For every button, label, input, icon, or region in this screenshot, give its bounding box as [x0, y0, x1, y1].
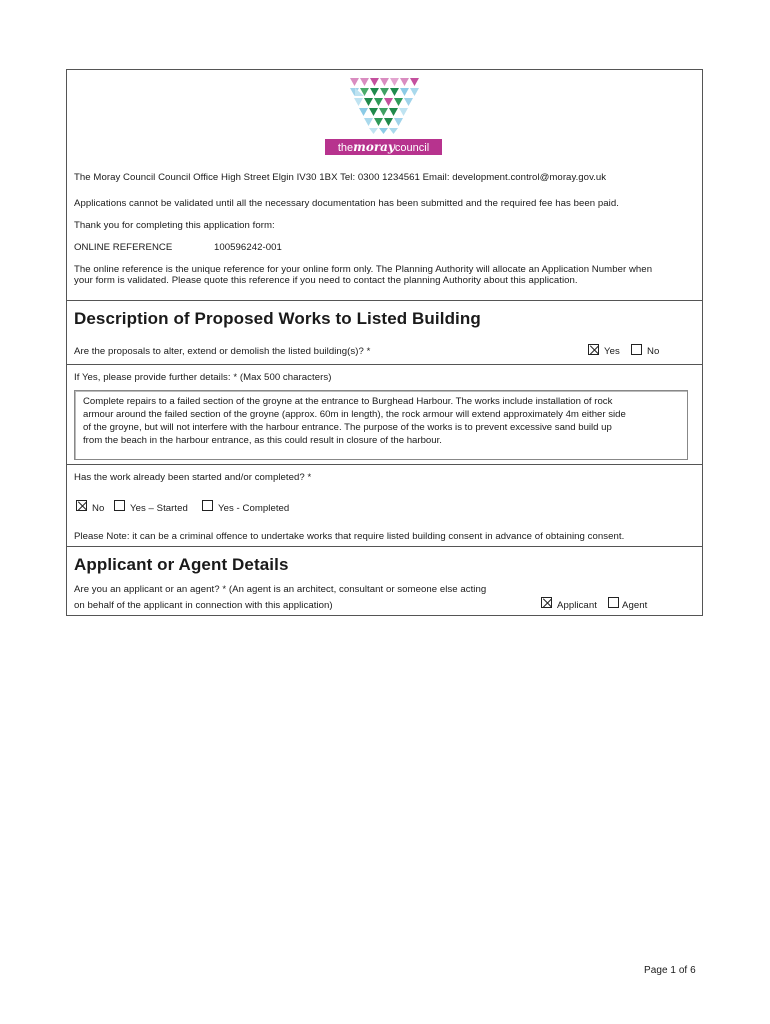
applicant-question-1: Are you an applicant or an agent? * (An agent is an architect, consultant or someone else acting — [74, 584, 487, 595]
logo-wordmark: themoraycouncil — [325, 139, 442, 155]
section-divider — [66, 300, 703, 301]
applicant-agent-heading: Applicant or Agent Details — [74, 555, 289, 574]
details-line: Complete repairs to a failed section of the groyne at the entrance to Burghead Harbour. The works include installation of rock — [83, 396, 613, 407]
agent-checkbox[interactable] — [608, 597, 619, 608]
validation-notice: Applications cannot be validated until all the necessary documentation has been submitted and the required fee has been paid. — [74, 198, 619, 209]
section-divider — [66, 546, 703, 547]
applicant-label: Applicant — [557, 600, 597, 611]
work-completed-checkbox[interactable] — [202, 500, 213, 511]
applicant-question-2: on behalf of the applicant in connection with this application) — [74, 600, 333, 611]
work-started-question: Has the work already been started and/or completed? * — [74, 472, 312, 483]
criminal-offence-note: Please Note: it can be a criminal offence to undertake works that require listed building consent in advance of obtaining consent. — [74, 531, 625, 542]
alter-no-checkbox[interactable] — [631, 344, 642, 355]
work-started-label: Yes – Started — [130, 503, 188, 514]
listed-building-heading: Description of Proposed Works to Listed Building — [74, 309, 481, 328]
applicant-checkbox[interactable] — [541, 597, 552, 608]
work-completed-label: Yes - Completed — [218, 503, 290, 514]
alter-yes-checkbox[interactable] — [588, 344, 599, 355]
reference-note-2: your form is validated. Please quote this reference if you need to contact the planning Authority about this application. — [74, 275, 578, 286]
online-reference-value: 100596242-001 — [214, 242, 282, 253]
alter-no-label: No — [647, 346, 660, 357]
alter-yes-label: Yes — [604, 346, 620, 357]
reference-note-1: The online reference is the unique reference for your online form only. The Planning Authority will allocate an Application Number when — [74, 264, 653, 275]
details-line: of the groyne, but will not interfere with the harbour entrance. The purpose of the works is to prevent excessive sand build up — [83, 422, 612, 433]
online-reference-label: ONLINE REFERENCE — [74, 242, 173, 253]
row-divider — [66, 364, 703, 365]
details-label: If Yes, please provide further details: * (Max 500 characters) — [74, 372, 332, 383]
contact-line: The Moray Council Council Office High Street Elgin IV30 1BX Tel: 0300 1234561 Email: development.control@moray.gov.uk — [74, 172, 607, 183]
alter-question: Are the proposals to alter, extend or demolish the listed building(s)? * — [74, 346, 371, 357]
details-line: armour around the failed section of the groyne (approx. 60m in length), the rock armour will extend approximately 4m either side — [83, 409, 626, 420]
thanks-text: Thank you for completing this application form: — [74, 220, 275, 231]
work-no-label: No — [92, 503, 105, 514]
details-line: from the beach in the harbour entrance, as this could result in closure of the harbour. — [83, 435, 442, 446]
page-number: Page 1 of 6 — [644, 965, 696, 976]
details-textarea[interactable] — [74, 390, 688, 460]
row-divider — [66, 464, 703, 465]
moray-council-logo — [348, 76, 420, 136]
logo-pink-row — [350, 78, 419, 86]
work-started-checkbox[interactable] — [114, 500, 125, 511]
work-no-checkbox[interactable] — [76, 500, 87, 511]
logo-blue-green — [350, 88, 419, 134]
agent-label: Agent — [622, 600, 648, 611]
